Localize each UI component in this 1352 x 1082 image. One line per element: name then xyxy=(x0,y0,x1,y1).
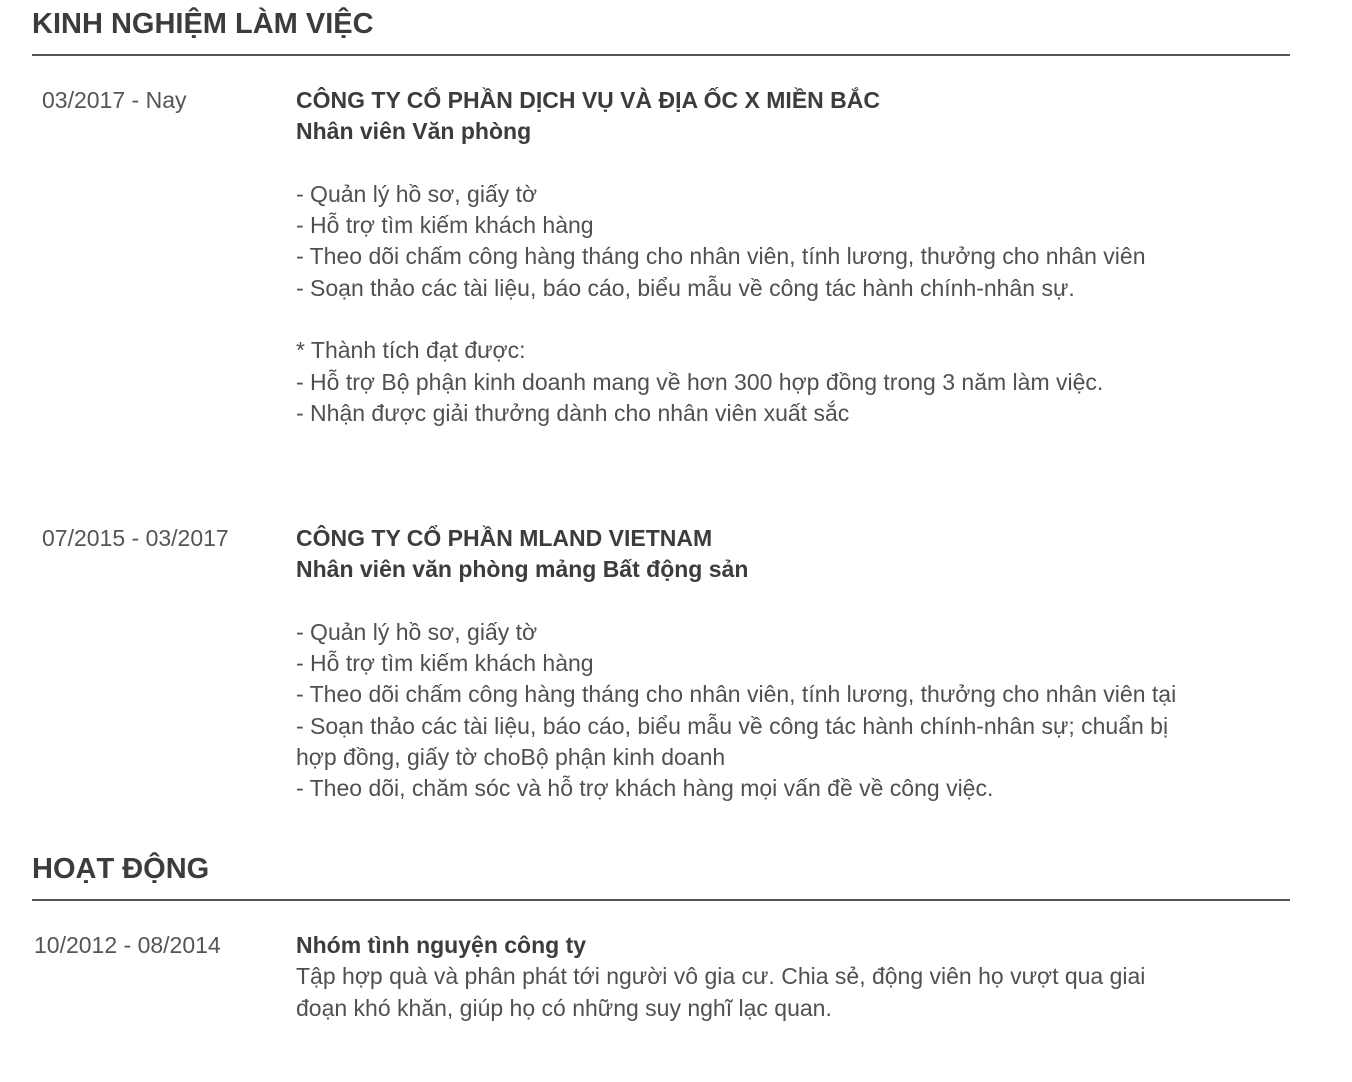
activities-section xyxy=(32,851,1290,1021)
activity-entry-date: 10/2012 - 08/2014 xyxy=(34,932,221,958)
spacer xyxy=(296,148,1286,179)
company-name: CÔNG TY CỔ PHẦN DỊCH VỤ VÀ ĐỊA ỐC X MIỀN BẮC xyxy=(296,87,880,113)
experience-section-divider xyxy=(32,54,1290,56)
duty-item: - Soạn thảo các tài liệu, báo cáo, biểu mẫu về công tác hành chính-nhân sự; chuẩn bị xyxy=(296,712,1169,739)
duty-item: - Hỗ trợ tìm kiếm khách hàng xyxy=(296,650,594,677)
duty-item: - Hỗ trợ tìm kiếm khách hàng xyxy=(296,212,594,239)
activities-section-title: HOẠT ĐỘNG xyxy=(32,853,210,885)
duty-item: - Soạn thảo các tài liệu, báo cáo, biểu mẫu về công tác hành chính-nhân sự. xyxy=(296,274,1075,301)
experience-entry-body xyxy=(296,523,1286,805)
achievement-item: - Nhận được giải thưởng dành cho nhân viên xuất sắc xyxy=(296,399,850,426)
experience-entry-body xyxy=(296,85,1286,429)
achievement-item: - Hỗ trợ Bộ phận kinh doanh mang về hơn 300 hợp đồng trong 3 năm làm việc. xyxy=(296,368,1104,395)
experience-entry-date: 07/2015 - 03/2017 xyxy=(42,525,229,551)
activities-section-divider xyxy=(32,899,1290,901)
duty-item: - Theo dõi chấm công hàng tháng cho nhân viên, tính lương, thưởng cho nhân viên xyxy=(296,243,1146,270)
duty-item: - Quản lý hồ sơ, giấy tờ xyxy=(296,618,538,645)
company-name: CÔNG TY CỔ PHẦN MLAND VIETNAM xyxy=(296,525,713,551)
duty-item: - Quản lý hồ sơ, giấy tờ xyxy=(296,180,538,207)
spacer xyxy=(296,304,1286,335)
duty-item: - Theo dõi chấm công hàng tháng cho nhân viên, tính lương, thưởng cho nhân viên tại xyxy=(296,681,1177,708)
activity-name: Nhóm tình nguyện công ty xyxy=(296,932,587,958)
achievements-heading: * Thành tích đạt được: xyxy=(296,337,526,364)
experience-section-title: KINH NGHIỆM LÀM VIỆC xyxy=(32,8,374,40)
spacer xyxy=(296,586,1286,617)
job-position: Nhân viên Văn phòng xyxy=(296,118,532,145)
experience-section xyxy=(32,6,1290,802)
duty-item: - Theo dõi, chăm sóc và hỗ trợ khách hàng mọi vấn đề về công việc. xyxy=(296,775,994,802)
duty-item: hợp đồng, giấy tờ choBộ phận kinh doanh xyxy=(296,744,726,771)
activity-description-line: đoạn khó khăn, giúp họ có những suy nghĩ lạc quan. xyxy=(296,994,832,1021)
experience-entry-date: 03/2017 - Nay xyxy=(42,87,187,113)
activity-description-line: Tập hợp quà và phân phát tới người vô gia cư. Chia sẻ, động viên họ vượt qua giai xyxy=(296,963,1146,990)
activity-entry-body xyxy=(296,930,1286,1024)
job-position: Nhân viên văn phòng mảng Bất động sản xyxy=(296,556,749,583)
